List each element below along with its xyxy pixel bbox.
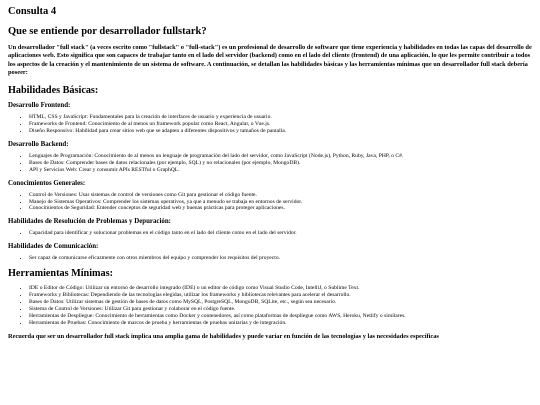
list-item: • IDE o Editor de Código: Utilizar un entorno de desarrollo integrado (IDE) o un editor de código como Visual Studio Code, IntelliJ, o Sublime Text. [29, 285, 532, 292]
tools-list [8, 285, 532, 326]
problem-solving-list [8, 230, 532, 237]
list-item: • Diseño Responsivo: Habilidad para crear sitios web que se adapten a diferentes dispositivos y tamaños de pantalla. [29, 128, 532, 135]
problem-solving-heading: Habilidades de Resolución de Problemas y Depuración: [8, 218, 171, 226]
general-knowledge-list [8, 192, 532, 213]
general-knowledge-heading: Conocimientos Generales: [8, 179, 86, 187]
basic-skills-heading: Habilidades Básicas: [8, 85, 99, 97]
communication-heading: Habilidades de Comunicación: [8, 243, 99, 251]
frontend-heading: Desarrollo Frontend: [8, 102, 71, 110]
communication-list [8, 255, 532, 262]
intro-paragraph: Un desarrollador "full stack" (a veces escrito como "fullstack" o "full-stack") es un profesional de desarrollo de software que tiene experiencia y habilidades en todas las capas del desarrollo de aplicaciones web. Esto significa que son capaces de trabajar tanto en el lado del servidor (backend) como en el lado del cliente (frontend) de una aplicación, lo que les permite contribuir a todos los aspectos de la creación y el mantenimiento de un sistema de software. A continuación, se detallan las habilidades básicas y las herramientas mínimas que un desarrollador full stack debería poseer: [8, 44, 532, 76]
question-title: Que se entiende por desarrollador fullstark? [8, 26, 207, 37]
frontend-list [8, 114, 532, 135]
list-item: • Control de Versiones: Usar sistemas de control de versiones como Git para gestionar el código fuente. [29, 192, 532, 199]
closing-paragraph: Recuerda que ser un desarrollador full stack implica una amplia gama de habilidades y puede variar en función de las tecnologías y las necesidades específicas [8, 332, 439, 340]
list-item: • HTML, CSS y JavaScript: Fundamentales para la creación de interfaces de usuario y experiencia de usuario. [29, 114, 532, 121]
list-item: • Conocimientos de Seguridad: Entender conceptos de seguridad web y buenas prácticas para proteger aplicaciones. [29, 205, 532, 212]
list-item: • Bases de Datos: Utilizar sistemas de gestión de bases de datos como MySQL, PostgreSQL, MongoDB, SQLite, etc., según sea necesario. [29, 299, 532, 306]
list-item: • Manejo de Sistemas Operativos: Comprender los sistemas operativos, ya que a menudo se trabaja en entornos de servidor. [29, 199, 532, 206]
backend-list [8, 153, 532, 174]
tools-heading: Herramientas Mínimas: [8, 268, 113, 280]
list-item: • Capacidad para identificar y solucionar problemas en el código tanto en el lado del cliente como en el lado del servidor. [29, 230, 532, 237]
list-item: • Lenguajes de Programación: Conocimiento de al menos un lenguaje de programación del lado del servidor, como JavaScript (Node.js), Python, Ruby, Java, PHP, o C#. [29, 153, 532, 160]
backend-heading: Desarrollo Backend: [8, 140, 69, 148]
list-item: • Frameworks de Frontend: Conocimiento de al menos un framework popular como React, Angular, o Vue.js. [29, 121, 532, 128]
list-item: • Bases de Datos: Comprender bases de datos relacionales (por ejemplo, SQL) y no relacionales (por ejemplo, MongoDB). [29, 160, 532, 167]
list-item: • Herramientas de Pruebas: Conocimiento de marcos de prueba y herramientas de pruebas unitarias y de integración. [29, 320, 532, 327]
document-heading: Consulta 4 [8, 6, 57, 17]
list-item: • Herramientas de Despliegue: Conocimiento de herramientas como Docker y contenedores, así como plataformas de despliegue como AWS, Heroku, Netlify o similares. [29, 313, 532, 320]
list-item: • Ser capaz de comunicarse eficazmente con otros miembros del equipo y comprender los requisitos del proyecto. [29, 255, 532, 262]
list-item: • Sistema de Control de Versiones: Utilizar Git para gestionar y colaborar en el código fuente. [29, 306, 532, 313]
list-item: • API y Servicios Web: Crear y consumir APIs RESTful o GraphQL. [29, 167, 532, 174]
list-item: • Frameworks y Bibliotecas: Dependiendo de las tecnologías elegidas, utilizar los frameworks y bibliotecas relevantes para acelerar el desarrollo. [29, 292, 532, 299]
